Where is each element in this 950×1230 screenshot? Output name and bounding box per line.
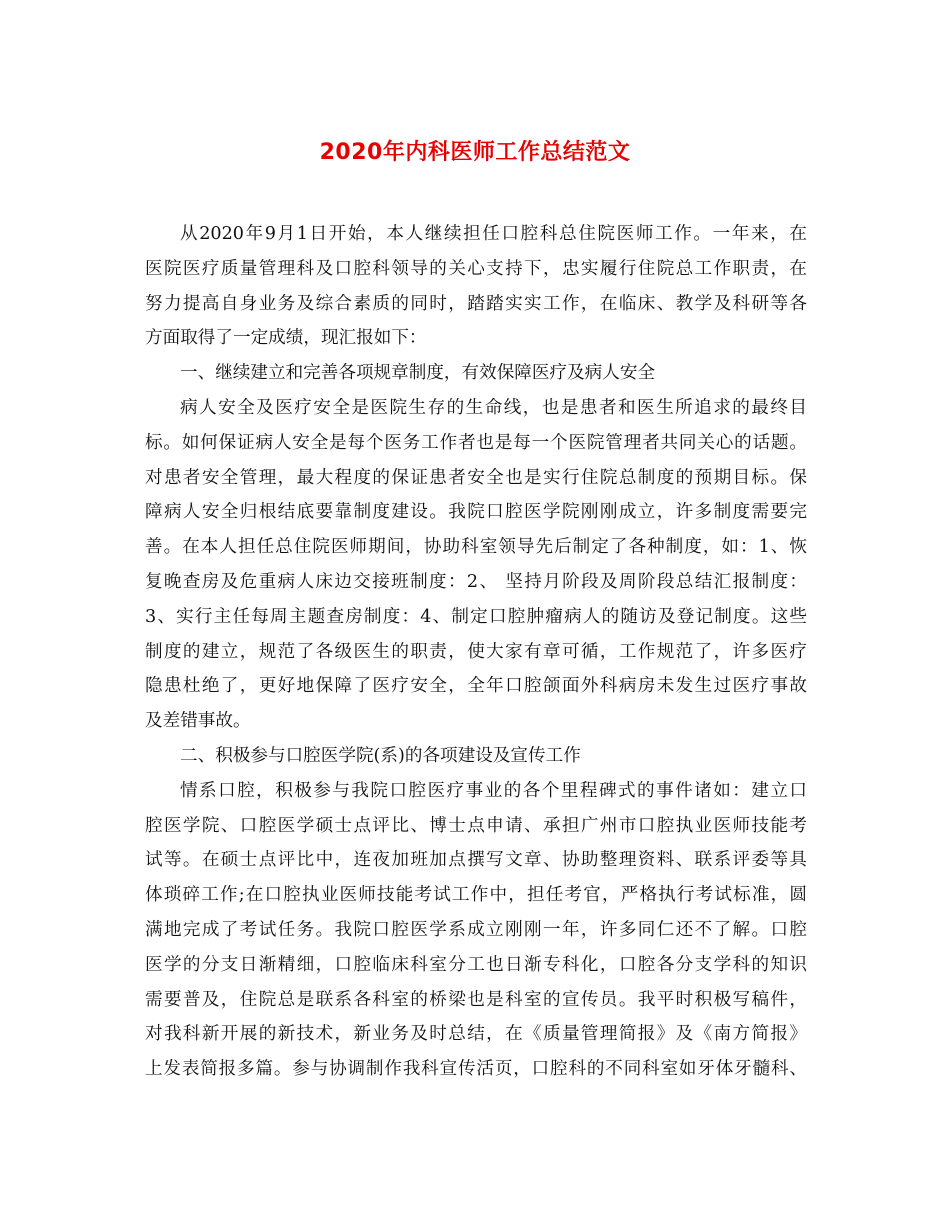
paragraph-line: 上发表简报多篇。参与协调制作我科宣传活页，口腔科的不同科室如牙体牙髓科、 (145, 1059, 807, 1080)
paragraph-line: 方面取得了一定成绩，现汇报如下： (145, 328, 427, 349)
paragraph-line: 医院医疗质量管理科及口腔科领导的关心支持下，忠实履行住院总工作职责，在 (145, 258, 807, 279)
paragraph-line: 体琐碎工作;在口腔执业医师技能考试工作中，担任考官，严格执行考试标准，圆 (145, 885, 807, 906)
paragraph-line: 情系口腔，积极参与我院口腔医疗事业的各个里程碑式的事件诸如：建立口 (180, 780, 807, 801)
paragraph-line: 医学的分支日渐精细，口腔临床科室分工也日渐专科化，口腔各分支学科的知识 (145, 954, 807, 975)
paragraph-line: 标。如何保证病人安全是每个医务工作者也是每一个医院管理者共同关心的话题。 (145, 432, 807, 453)
document-title: 2020年内科医师工作总结范文 (319, 140, 631, 165)
paragraph-line: 复晚查房及危重病人床边交接班制度：2、 坚持月阶段及周阶段总结汇报制度： (145, 571, 807, 592)
paragraph-line: 需要普及，住院总是联系各科室的桥梁也是科室的宣传员。我平时积极写稿件， (145, 989, 807, 1010)
paragraph-line: 制度的建立，规范了各级医生的职责，使大家有章可循，工作规范了，许多医疗 (145, 641, 807, 662)
paragraph-line: 障病人安全归根结底要靠制度建设。我院口腔医学院刚刚成立，许多制度需要完 (145, 502, 807, 523)
section-heading: 一、继续建立和完善各项规章制度，有效保障医疗及病人安全 (180, 363, 656, 384)
paragraph-line: 3、实行主任每周主题查房制度：4、制定口腔肿瘤病人的随访及登记制度。这些 (145, 606, 807, 627)
paragraph-line: 善。在本人担任总住院医师期间，协助科室领导先后制定了各种制度，如：1、恢 (145, 537, 807, 558)
paragraph-line: 隐患杜绝了，更好地保障了医疗安全，全年口腔颌面外科病房未发生过医疗事故 (145, 676, 807, 697)
paragraph-line: 满地完成了考试任务。我院口腔医学系成立刚刚一年，许多同仁还不了解。口腔 (145, 919, 807, 940)
section-heading: 二、积极参与口腔医学院(系)的各项建设及宣传工作 (180, 745, 581, 766)
paragraph-line: 努力提高自身业务及综合素质的同时，踏踏实实工作，在临床、教学及科研等各 (145, 293, 807, 314)
paragraph-line: 对我科新开展的新技术，新业务及时总结，在《质量管理简报》及《南方简报》 (145, 1024, 807, 1045)
paragraph-line: 腔医学院、口腔医学硕士点评比、博士点申请、承担广州市口腔执业医师技能考 (145, 815, 807, 836)
paragraph-line: 试等。在硕士点评比中，连夜加班加点撰写文章、协助整理资料、联系评委等具 (145, 850, 807, 871)
paragraph-line: 及差错事故。 (145, 711, 251, 732)
document-body (145, 217, 807, 1087)
paragraph-line: 病人安全及医疗安全是医院生存的生命线，也是患者和医生所追求的最终目 (180, 397, 807, 418)
paragraph-line: 对患者安全管理，最大程度的保证患者安全也是实行住院总制度的预期目标。保 (145, 467, 807, 488)
paragraph-line: 从2020年9月1日开始，本人继续担任口腔科总住院医师工作。一年来，在 (180, 224, 807, 244)
